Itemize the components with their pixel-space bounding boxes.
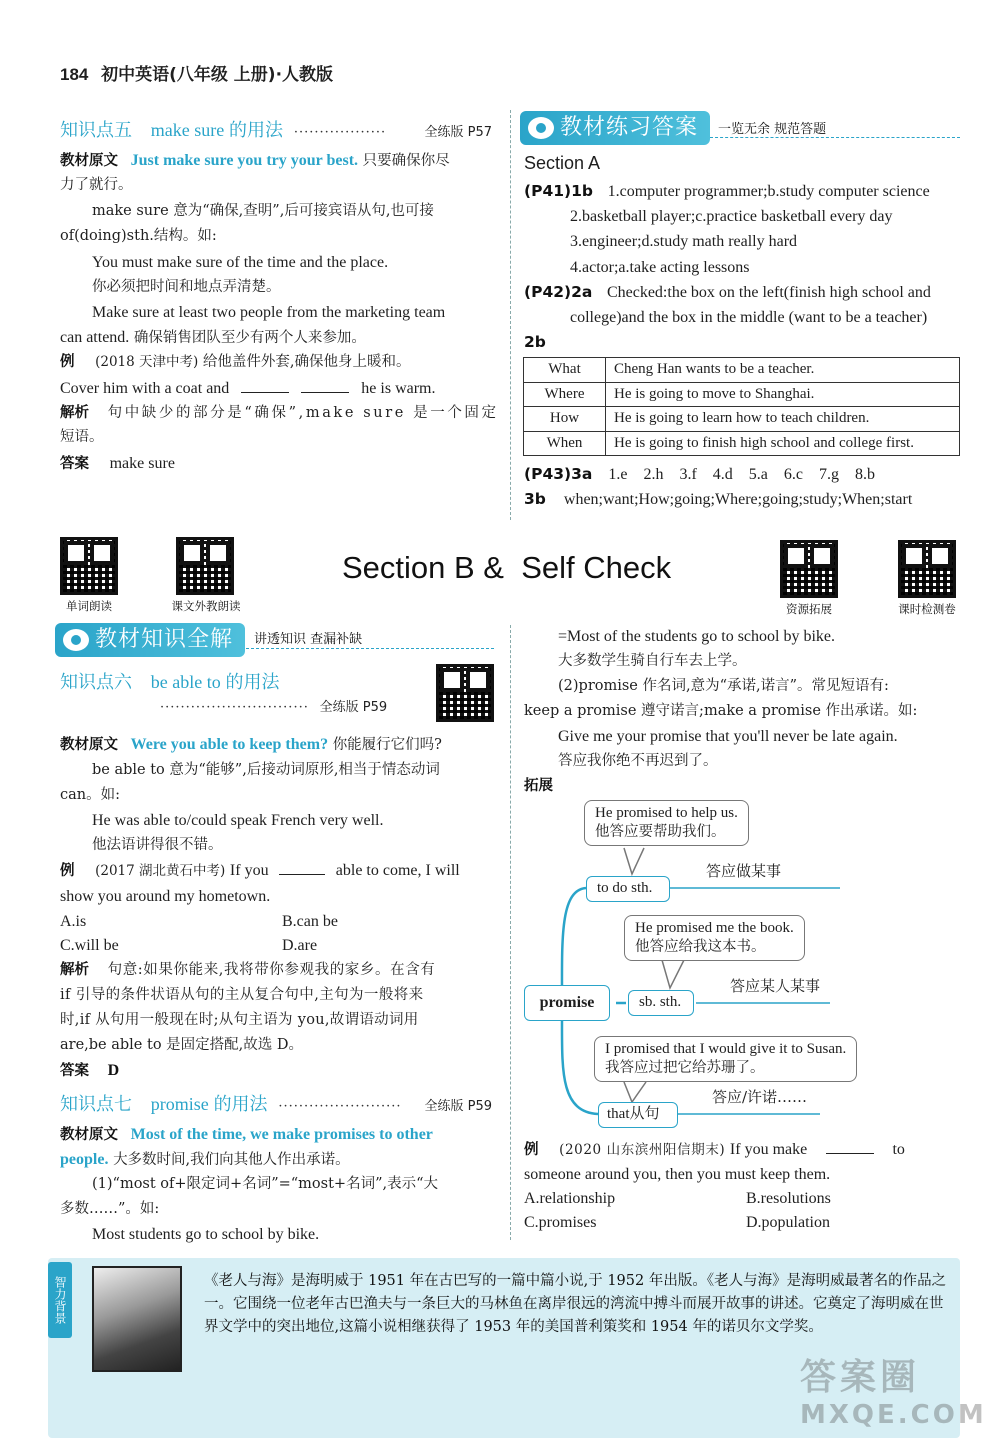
p43-item: 7.g [819,466,839,483]
knowledge-banner-title: 教材知识全解 [95,627,234,652]
kp6-explain2: can。如: [60,787,120,803]
kp5-explain1: make sure 意为“确保,查明”,后可接宾语从句,也可接 [92,203,434,219]
hemingway-photo [92,1266,182,1372]
qr-code-icon[interactable] [176,537,234,595]
mindmap-bubble-3-en: I promised that I would give it to Susan. [605,1041,847,1057]
kp7-blank [826,1140,874,1154]
kp6-li-en-a: If you [229,862,269,879]
kp5-ex1-cn: 你必须把时间和地点弄清楚。 [92,279,281,295]
answers-banner-rule [710,137,960,138]
kp6-li-en-b: able to come, I will [335,862,460,879]
kp6-li-source: (2017 湖北黄石中考) [95,863,226,879]
kp5-title-en: make sure [150,120,225,140]
p43-item: 5.a [748,466,768,483]
kp6-heading [60,668,280,694]
kp5-jx1: 句中缺少的部分是“确保”,make sure 是一个固定 [107,405,499,421]
p43-item: 3.f [679,466,697,483]
mindmap-bubble-3 [594,1036,857,1082]
kp5-jiexi [60,401,499,426]
kp6-title-en: be able to [150,672,221,692]
kp5-ref: 全练版 P57 [424,125,492,140]
kp7-p1-line1: (1)“most of+限定词+名词”=“most+名词”,表示“大 [92,1176,439,1192]
p41-line-4: 4.actor;a.take acting lessons [570,259,750,276]
kp5-li-en-a: Cover him with a coat and [60,380,230,397]
mindmap-node-1-label: to do sth. [597,880,653,896]
qr-code-icon[interactable] [898,540,956,598]
kp6-title-prefix: 知识点六 [60,672,132,693]
kp7-li-source: (2020 山东滨州阳信期末) [559,1142,726,1158]
kp6-option-b: B.can be [282,913,338,930]
qr-caption-words: 单词朗读 [66,599,112,613]
kp7-li-en-b: to [892,1141,905,1158]
kp7-orig-row2 [60,1147,350,1173]
kp6-ref: 全练版 P59 [319,700,388,715]
kp7-ex1-en: Most students go to school by bike. [92,1226,320,1243]
cloud-icon [63,629,89,651]
p41-label: (P41)1b [524,182,593,200]
kp6-example [60,858,460,884]
kp6-li-en2: show you around my hometown. [60,888,271,905]
kp5-jx2: 短语。 [60,429,104,445]
knowledge-banner-rule [246,648,494,649]
kp6-orig [60,732,442,758]
table-cell-value: He is going to move to Shanghai. [606,382,960,407]
kp5-ex1-en: You must make sure of the time and the place. [92,254,389,271]
watermark-line-2: MXQE.COM [800,1400,987,1430]
page-number: 184 [60,65,89,84]
mindmap-node-sb-sth [628,990,694,1016]
mindmap-node-to-do [586,876,670,902]
kp7-option-d: D.population [746,1214,830,1231]
kp5-li-label: 例 [60,354,75,370]
page-header [60,60,333,85]
p43-row [524,462,875,487]
kp7-orig-cn: 大多数时间,我们向其他人作出承诺。 [113,1152,350,1168]
kp7-li-label: 例 [524,1142,539,1158]
b2-label: 2b [524,333,546,351]
kp6-da: D [107,1062,120,1079]
mindmap-bubble-1-en: He promised to help us. [595,805,738,821]
kp6-ref-row [160,696,387,715]
mindmap-node-that [598,1102,678,1128]
kp6-ex-en: He was able to/could speak French very well. [92,812,384,829]
kp5-explain2: of(doing)sth.结构。如: [60,228,217,244]
table-row [524,407,960,432]
kp5-example [60,350,411,375]
column-divider-bottom [510,625,511,1240]
kp7-title-en: promise [150,1094,209,1114]
p43-item: 8.b [855,466,875,483]
p43-item: 2.h [643,466,664,483]
kp6-jx1: 句意:如果你能来,我将带你参观我的家乡。在含有 [107,962,436,978]
table-cell-value: He is going to learn how to teach children. [606,407,960,432]
kp6-answer [60,1058,119,1084]
kp5-dots: ·················· [293,125,387,140]
watermark-line-1: 答案圈 [800,1357,921,1398]
background-info-tab: 智力背景 [48,1262,72,1338]
kp7-heading [60,1090,500,1116]
kp5-blank-2 [301,379,349,393]
kp5-orig-cn1: 只要确保你尽 [362,153,450,169]
kp6-jx4: are,be able to 是固定搭配,故选 D。 [60,1037,304,1053]
qr-code-icon[interactable] [780,540,838,598]
kp6-da-label: 答案 [60,1063,89,1079]
b3-text: when;want;How;going;Where;going;study;When;start [563,491,913,508]
table-row [524,431,960,456]
column-divider-top [510,110,511,520]
kp6-blank [279,861,325,875]
kp7-ex1-cn: 大多数学生骑自行车去上学。 [558,653,747,669]
kp5-jx-label: 解析 [60,405,89,421]
table-cell-value: Cheng Han wants to be a teacher. [606,358,960,383]
table-cell-head: How [524,407,606,432]
p43-item: 6.c [783,466,803,483]
kp7-p1-line2: 多数……”。如: [60,1201,160,1217]
p43-item: 4.d [712,466,733,483]
table-cell-head: What [524,358,606,383]
kp6-option-a: A.is [60,913,87,930]
kp6-li-label: 例 [60,863,75,879]
kp7-li-en2: someone around you, then you must keep them. [524,1166,831,1183]
p43-item: 1.e [608,466,628,483]
kp7-p2-line1: (2)promise 作名词,意为“承诺,诺言”。常见短语有: [558,678,889,694]
mindmap-bubble-2 [624,915,805,961]
kp7-orig [60,1122,433,1148]
kp6-option-d: D.are [282,937,318,954]
knowledge-banner [55,623,245,657]
mindmap-bubble-2-en: He promised me the book. [635,920,794,936]
mindmap-note-1: 答应做某事 [706,862,782,880]
kp7-orig-en2: people. [60,1151,109,1168]
kp7-option-a: A.relationship [524,1190,616,1207]
kp7-ext-label: 拓展 [524,778,553,794]
kp5-title-suffix: 的用法 [229,120,284,141]
kp7-orig-en1: Most of the time, we make promises to other [130,1126,433,1143]
cloud-icon [528,117,554,139]
table-cell-value: He is going to finish high school and college first. [606,431,960,456]
knowledge-banner-sub: 讲透知识 查漏补缺 [254,632,363,647]
mindmap-bubble-1-cn: 他答应要帮助我们。 [595,824,726,840]
p41-line-2: 2.basketball player;c.practice basketball every day [570,208,893,225]
kp5-orig-en: Just make sure you try your best. [130,152,359,169]
kp5-li-source: (2018 天津中考) [95,354,199,370]
kp5-da: make sure [109,455,175,472]
section-a-label: Section A [524,153,601,173]
background-info-text: 《老人与海》是海明威于 1951 年在古巴写的一篇中篇小说,于 1952 年出版。《老人与海》是海明威最著名的作品之一。它围绕一位老年古巴渔夫与一条巨大的马林鱼在离岸很远的湾流中搏斗而展开故事的讲述。它奠定了海明威在世界文学中的突出地位,这篇小说相继获得了 1953 年的美国普利策奖和 1954 年的诺贝尔文学奖。 [204,1273,947,1335]
kp7-orig-label: 教材原文 [60,1127,118,1143]
qr-caption-resources: 资源拓展 [786,602,832,616]
qr-code-icon[interactable] [60,537,118,595]
kp6-explain1: be able to 意为“能够”,后接动词原形,相当于情态动词 [92,762,440,778]
mindmap-note-3: 答应/许诺…… [712,1088,808,1106]
mindmap-center-promise [524,985,610,1021]
kp6-jx3: 时,if 从句用一般现在时;从句主语为 you,故谓语动词用 [60,1012,419,1028]
p42-line-1: Checked:the box on the left(finish high school and [606,284,931,301]
p42-row-1 [524,280,931,306]
kp5-ex2-en1: Make sure at least two people from the marketing team [92,304,446,321]
kp7-example [524,1137,905,1163]
kp6-jiexi [60,958,435,983]
kp6-option-c: C.will be [60,937,119,954]
kp7-title-suffix: 的用法 [213,1094,268,1115]
book-title: 初中英语(八年级 上册)·人教版 [101,65,334,85]
p41-row-1 [524,179,930,205]
answers-banner [520,111,710,145]
mindmap-note-2: 答应某人某事 [730,977,821,995]
kp7-option-b: B.resolutions [746,1190,831,1207]
kp7-option-c: C.promises [524,1214,597,1231]
kp6-jx2: if 引导的条件状语从句的主从复合句中,主句为一般将来 [60,987,424,1003]
table-cell-head: Where [524,382,606,407]
kp7-dots: ························ [278,1099,402,1114]
mindmap-center-label: promise [539,994,595,1011]
mindmap-node-2-label: sb. sth. [639,994,682,1010]
kp6-ex-cn: 他法语讲得很不错。 [92,837,223,853]
kp5-orig-label: 教材原文 [60,153,118,169]
answers-banner-title: 教材练习答案 [560,115,699,140]
kp7-ex2-en: Give me your promise that you'll never be late again. [558,728,898,745]
b3-label: 3b [524,490,546,508]
kp5-ex2-en2: can attend. [60,329,130,346]
p42-label: (P42)2a [524,283,593,301]
kp5-blank-1 [241,379,289,393]
kp5-heading [60,116,500,142]
kp7-title-prefix: 知识点七 [60,1094,132,1115]
kp6-jx-label: 解析 [60,962,89,978]
kp6-orig-cn: 你能履行它们吗? [332,737,442,753]
kp5-orig [60,148,450,174]
table-row [524,358,960,383]
table-row [524,382,960,407]
section-b-title: Section B & Self Check [342,550,672,585]
kp7-ex1-en2: =Most of the students go to school by bike. [558,628,836,645]
p41-line-3: 3.engineer;d.study math really hard [570,233,798,250]
answer-2b-table [523,357,960,456]
kp6-title-suffix: 的用法 [225,672,280,693]
kp6-orig-label: 教材原文 [60,737,118,753]
p43-label: (P43)3a [524,465,593,483]
kp7-li-en-a: If you make [729,1141,808,1158]
mindmap-bubble-1 [584,800,749,846]
kp5-answer [60,451,175,477]
kp5-li-cn: 给他盖件外套,确保他身上暖和。 [202,354,411,370]
qr-code-icon[interactable] [436,664,494,722]
kp5-li-en [60,376,436,401]
kp7-p2-line2: keep a promise 遵守诺言;make a promise 作出承诺。如: [524,703,918,719]
kp7-ref: 全练版 P59 [424,1099,492,1114]
kp5-ex2 [60,325,366,351]
kp5-li-en-b: he is warm. [361,380,436,397]
kp6-dots: ····························· [160,700,309,715]
p41-line-1: 1.computer programmer;b.study computer science [607,183,930,200]
kp5-orig-cn2: 力了就行。 [60,177,133,193]
answers-banner-sub: 一览无余 规范答题 [718,122,827,137]
qr-caption-test: 课时检测卷 [898,602,956,616]
mindmap-node-3-label: that从句 [607,1106,660,1122]
watermark-logo [800,1356,990,1436]
kp7-ex2-cn: 答应我你绝不再迟到了。 [558,753,718,769]
qr-caption-text-reading: 课文外教朗读 [171,599,241,613]
kp5-da-label: 答案 [60,456,89,472]
kp6-orig-en: Were you able to keep them? [130,736,329,753]
table-cell-head: When [524,431,606,456]
p42-line-2: college)and the box in the middle (want to be a teacher) [570,309,928,326]
kp5-ex2-cn: 确保销售团队至少有两个人来参加。 [133,330,366,346]
mindmap-bubble-2-cn: 他答应给我这本书。 [635,939,766,955]
b3-row [524,487,912,512]
kp5-title-prefix: 知识点五 [60,120,132,141]
mindmap-bubble-3-cn: 我答应过把它给苏珊了。 [605,1060,765,1076]
